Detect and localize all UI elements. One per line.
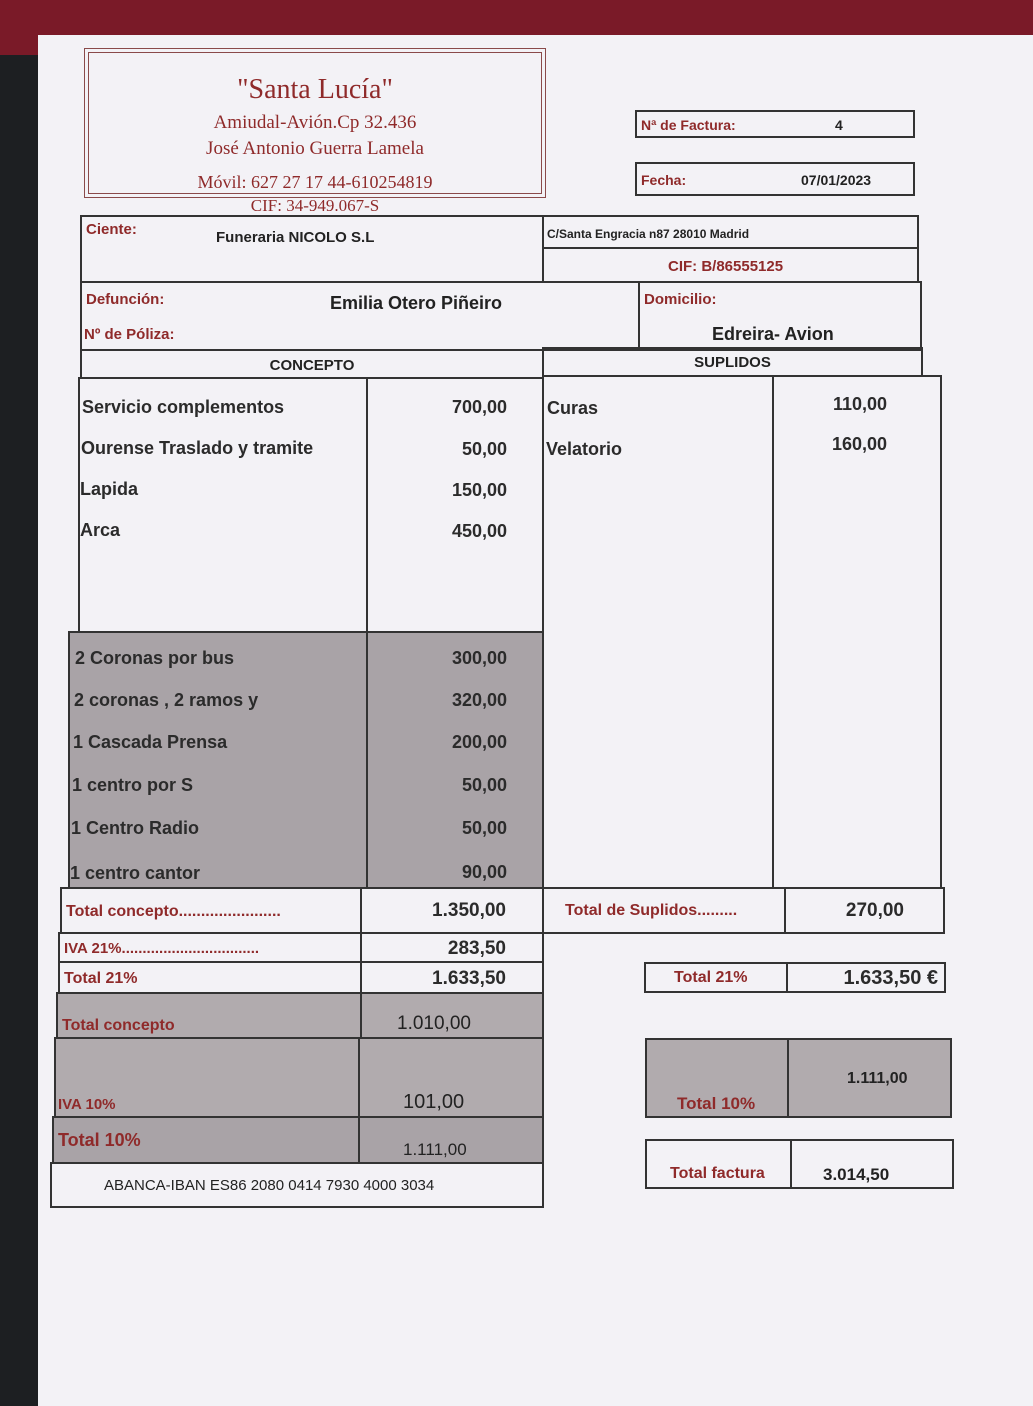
total-suplidos-label: Total de Suplidos......... bbox=[565, 902, 738, 919]
total10-right-value: 1.111,00 bbox=[847, 1070, 908, 1087]
concept-amount: 150,00 bbox=[451, 480, 507, 500]
flower-amount: 200,00 bbox=[451, 732, 507, 752]
total-concepto-box bbox=[60, 887, 362, 934]
iva21-box bbox=[58, 932, 362, 963]
suplido-label: Curas bbox=[547, 398, 599, 418]
total10-right-value-box bbox=[787, 1038, 952, 1118]
deceased-box bbox=[80, 281, 640, 351]
total21-right-label: Total 21% bbox=[674, 969, 748, 986]
concepto10-box bbox=[56, 992, 362, 1039]
client-label: Ciente: bbox=[86, 221, 137, 238]
total-suplidos-box bbox=[542, 887, 786, 934]
domicile-value: Edreira- Avion bbox=[712, 324, 834, 344]
invoice-number-label: Nª de Factura: bbox=[641, 117, 736, 133]
company-cif: CIF: 34-949.067-S bbox=[250, 196, 380, 215]
total21-right-value: 1.633,50 € bbox=[843, 967, 938, 989]
total10-box bbox=[52, 1116, 360, 1164]
bank-box bbox=[50, 1162, 544, 1208]
suplido-label: Velatorio bbox=[546, 439, 623, 459]
flower-label: 1 Centro Radio bbox=[71, 818, 200, 838]
concepto-header-label: CONCEPTO bbox=[269, 357, 355, 374]
company-owner: José Antonio Guerra Lamela bbox=[206, 138, 424, 159]
total10-value: 1.111,00 bbox=[403, 1140, 467, 1159]
flower-amount: 90,00 bbox=[461, 862, 507, 882]
total-concepto-label: Total concepto....................... bbox=[66, 903, 281, 920]
flowers-table bbox=[68, 631, 544, 889]
suplidos-header-label: SUPLIDOS bbox=[694, 354, 771, 371]
policy-label: Nº de Póliza: bbox=[84, 326, 175, 343]
deceased-label: Defunción: bbox=[86, 291, 165, 308]
concepto10-label: Total concepto bbox=[62, 1017, 175, 1034]
bank-iban: ABANCA-IBAN ES86 2080 0414 7930 4000 3034 bbox=[104, 1177, 435, 1194]
total10-label: Total 10% bbox=[58, 1130, 141, 1150]
total-concepto-value: 1.350,00 bbox=[432, 900, 506, 921]
total10-value-box bbox=[358, 1116, 544, 1164]
total-factura-value: 3.014,50 bbox=[823, 1165, 890, 1184]
total10-right-box bbox=[645, 1038, 789, 1118]
total21-right-value-box bbox=[786, 962, 946, 993]
iva10-value: 101,00 bbox=[403, 1091, 465, 1113]
client-cif-box bbox=[542, 247, 919, 283]
flower-label: 1 centro por S bbox=[72, 775, 194, 795]
iva21-label: IVA 21%................................. bbox=[64, 940, 260, 957]
flower-label: 1 centro cantor bbox=[70, 863, 201, 883]
concept-label: Lapida bbox=[80, 479, 139, 499]
flower-label: 1 Cascada Prensa bbox=[73, 732, 228, 752]
invoice-number-box bbox=[635, 110, 915, 138]
total21-value: 1.633,50 bbox=[432, 968, 506, 989]
iva21-value-box bbox=[360, 932, 544, 963]
concept-amount: 700,00 bbox=[451, 397, 507, 417]
total21-label: Total 21% bbox=[64, 970, 138, 987]
suplidos-header bbox=[542, 347, 923, 377]
iva10-box bbox=[54, 1037, 360, 1119]
concept-label: Arca bbox=[80, 520, 121, 540]
invoice-number: 4 bbox=[835, 117, 843, 133]
flower-amount: 320,00 bbox=[451, 690, 507, 710]
concept-label: Ourense Traslado y tramite bbox=[81, 438, 314, 458]
domicile-box bbox=[638, 281, 922, 351]
concept-amount: 50,00 bbox=[461, 439, 507, 459]
total-factura-value-box bbox=[790, 1139, 954, 1189]
total-suplidos-value-box bbox=[784, 887, 945, 934]
concept-label: Servicio complementos bbox=[82, 397, 285, 417]
invoice-date: 07/01/2023 bbox=[801, 172, 872, 188]
iva10-value-box bbox=[358, 1037, 544, 1119]
concept-amount: 450,00 bbox=[451, 521, 507, 541]
client-name: Funeraria NICOLO S.L bbox=[216, 229, 375, 246]
total21-box bbox=[58, 961, 362, 994]
flower-amount: 50,00 bbox=[461, 775, 507, 795]
flower-amount: 50,00 bbox=[461, 818, 507, 838]
invoice-date-label: Fecha: bbox=[641, 172, 687, 188]
company-phone: Móvil: 627 27 17 44-610254819 bbox=[197, 172, 433, 192]
total21-value-box bbox=[360, 961, 544, 994]
invoice-date-box bbox=[635, 162, 915, 196]
iva10-label: IVA 10% bbox=[58, 1096, 116, 1113]
suplido-amount: 110,00 bbox=[832, 394, 887, 414]
concepto-header bbox=[80, 349, 544, 379]
client-box bbox=[80, 215, 544, 283]
total21-right-box bbox=[644, 962, 788, 993]
client-address-box bbox=[542, 215, 919, 249]
total-suplidos-value: 270,00 bbox=[845, 900, 904, 921]
concepto10-value: 1.010,00 bbox=[397, 1013, 471, 1034]
company-address: Amiudal-Avión.Cp 32.436 bbox=[213, 112, 417, 133]
total-concepto-value-box bbox=[360, 887, 544, 934]
flower-amount: 300,00 bbox=[451, 648, 507, 668]
total-factura-label: Total factura bbox=[670, 1165, 765, 1182]
total-factura-box bbox=[645, 1139, 792, 1189]
client-address: C/Santa Engracia n87 28010 Madrid bbox=[547, 227, 750, 241]
flower-label: 2 coronas , 2 ramos y bbox=[74, 690, 259, 710]
flower-label: 2 Coronas por bus bbox=[75, 648, 235, 668]
domicile-label: Domicilio: bbox=[644, 291, 717, 308]
company-name: "Santa Lucía" bbox=[237, 74, 393, 105]
iva21-value: 283,50 bbox=[447, 938, 506, 959]
suplido-amount: 160,00 bbox=[831, 434, 887, 454]
client-cif: CIF: B/86555125 bbox=[668, 258, 784, 275]
total10-right-label: Total 10% bbox=[677, 1094, 756, 1113]
deceased-name: Emilia Otero Piñeiro bbox=[330, 293, 503, 313]
concepto10-value-box bbox=[360, 992, 544, 1039]
